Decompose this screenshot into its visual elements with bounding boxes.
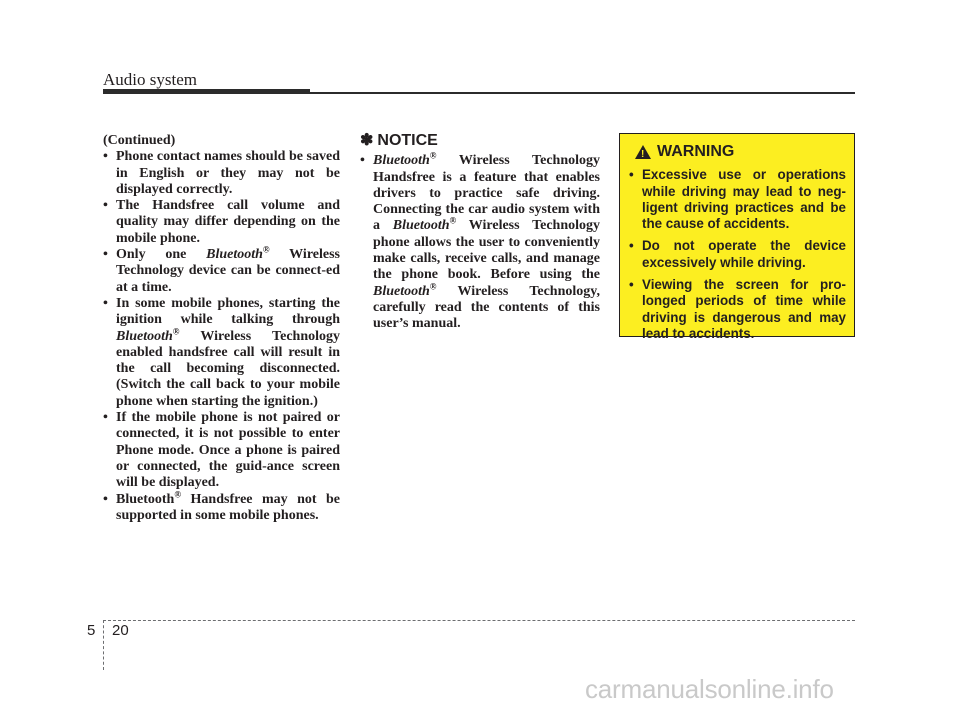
continued-label: (Continued) (103, 133, 176, 148)
warning-item: • Excessive use or operations while driving may lead to neg-ligent driving practices and be the cause of accidents. (629, 167, 846, 232)
notice-item: • Bluetooth® Wireless Technology Handsfree is a feature that enables drivers to practice safe driving. Connecting the car audio system with a Bluetooth® Wireless Technology phone allows the user to conveniently make calls, receive calls, and manage the phone book. Before using the Bluetooth® Wireless Technology, carefully read the contents of this user’s manual. (360, 150, 601, 332)
brand-name: Bluetooth (206, 247, 263, 263)
bullet: • (103, 198, 108, 214)
page-number: 20 (112, 622, 129, 639)
warning-title: WARNING (657, 143, 735, 160)
page-header-title: Audio system (103, 70, 197, 89)
footer-vertical-divider (103, 620, 104, 670)
bullet: • (360, 153, 365, 169)
header-rule-thin (310, 92, 855, 94)
footer-divider (103, 620, 855, 621)
chapter-number: 5 (87, 622, 96, 639)
asterisk-icon: ✽ (360, 132, 374, 149)
list-item: • Only one Bluetooth® Wireless Technology device can be connect-ed at a time. (103, 244, 340, 295)
list-item: • Phone contact names should be saved in English or they may not be displayed correctly. (103, 149, 340, 197)
column-left (103, 133, 340, 524)
bullet: • (103, 410, 108, 426)
list-item: • If the mobile phone is not paired or connected, it is not possible to enter Phone mode. Once a phone is paired or connected, the guid-ance screen will be displayed. (103, 410, 340, 491)
warning-item: • Viewing the screen for pro-longed periods of time while driving is dangerous and may lead to accidents. (629, 277, 846, 341)
bullet: • (103, 491, 108, 507)
notice-title: NOTICE (377, 132, 438, 149)
list-item: • In some mobile phones, starting the ignition while talking through Bluetooth® Wireless Technology enabled handsfree call will result in the call becoming disconnected. (Switch the call back to your mobile phone when starting the ignition.) (103, 295, 340, 409)
brand-name: Bluetooth (116, 328, 173, 344)
header-rule-thick (103, 89, 310, 94)
warning-heading (635, 144, 846, 160)
warning-triangle-icon (635, 145, 651, 159)
bullet: • (103, 247, 108, 263)
watermark-text: carmanualsonline.info (585, 674, 834, 704)
column-middle-notice (360, 133, 600, 333)
warning-item: • Do not operate the device excessively while driving. (629, 238, 846, 270)
bullet: • (103, 149, 108, 165)
bullet: • (629, 277, 634, 293)
bullet: • (629, 167, 634, 183)
brand-name: Bluetooth (373, 153, 430, 169)
brand-name: Bluetooth (373, 283, 430, 299)
notice-heading (360, 133, 600, 149)
brand-name: Bluetooth (392, 218, 450, 234)
list-item: • The Handsfree call volume and quality may differ depending on the mobile phone. (103, 198, 340, 246)
bullet: • (629, 238, 634, 254)
bullet: • (103, 295, 108, 311)
list-item: • Bluetooth® Handsfree may not be supported in some mobile phones. (103, 488, 340, 523)
warning-box (619, 133, 855, 341)
